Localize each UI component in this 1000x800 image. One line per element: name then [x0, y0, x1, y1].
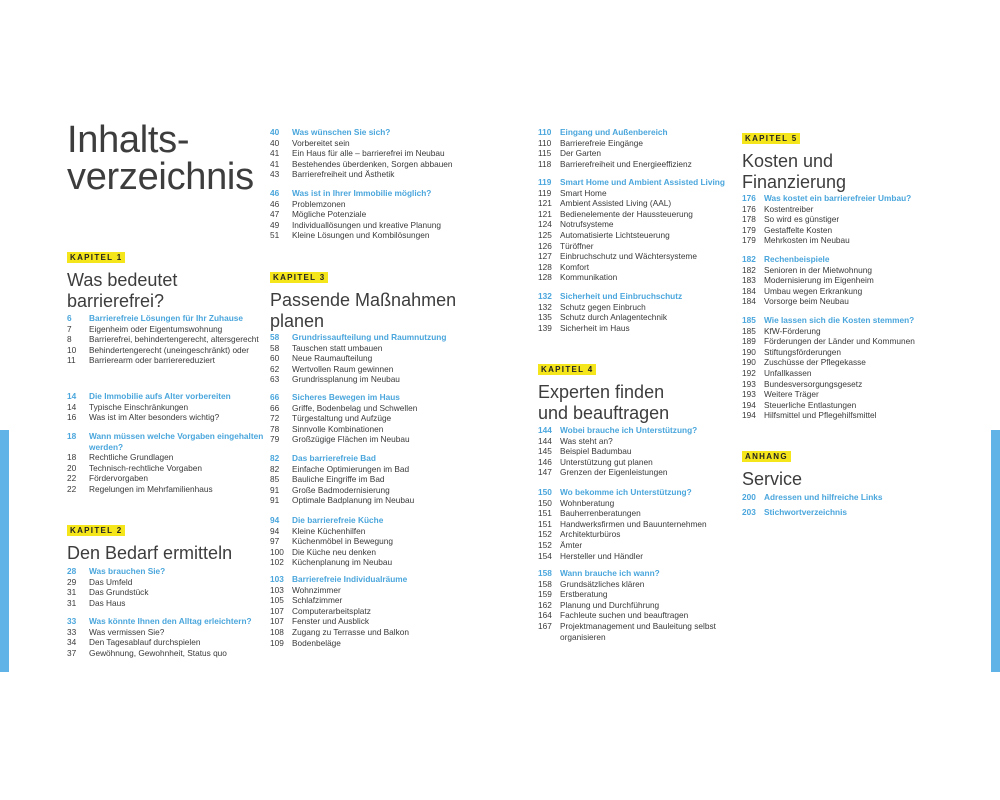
toc-entry[interactable]: 14 Typische Einschränkungen [67, 401, 189, 412]
chapter-title: Service [742, 469, 803, 489]
toc-section-heading[interactable]: 144 Wobei brauche ich Unterstützung? [538, 425, 698, 435]
toc-entry[interactable]: 22 Fördervorgaben [67, 473, 149, 484]
toc-section-heading[interactable]: 176 Was kostet ein barrierefreier Umbau? [742, 193, 912, 203]
toc-section-heading[interactable]: 14 Die Immobilie aufs Alter vorbereiten [67, 391, 231, 401]
toc-entry[interactable]: 139 Sicherheit im Haus [538, 322, 630, 333]
toc-entry[interactable]: 162 Planung und Durchführung [538, 599, 660, 610]
toc-entry[interactable]: 107 Fenster und Ausblick [270, 616, 370, 627]
toc-entry[interactable]: 167 Projektmanagement und Bauleitung selbst organisieren [538, 620, 716, 642]
toc-entry[interactable]: 62 Wertvollen Raum gewinnen [270, 363, 394, 374]
toc-section [742, 315, 962, 421]
toc-entry[interactable]: 82 Einfache Optimierungen im Bad [270, 463, 410, 474]
toc-entry[interactable]: 91 Optimale Badplanung im Neubau [270, 495, 415, 506]
toc-entry[interactable]: 189 Förderungen der Länder und Kommunen [742, 336, 915, 347]
toc-entry[interactable]: 100 Die Küche neu denken [270, 546, 376, 557]
toc-entry[interactable]: 31 Das Haus [67, 597, 126, 608]
toc-entry[interactable]: 40 Vorbereitet sein [270, 137, 350, 148]
toc-section [270, 515, 490, 568]
chapter-tag: KAPITEL 2 [67, 525, 125, 536]
toc-entry[interactable]: 128 Komfort [538, 261, 590, 272]
toc-section [742, 193, 962, 246]
toc-entry[interactable]: 49 Individuallösungen und kreative Planung [270, 219, 441, 230]
toc-section [538, 291, 758, 333]
toc-entry[interactable]: 178 So wird es günstiger [742, 214, 840, 225]
toc-entry[interactable]: 150 Wohnberatung [538, 497, 615, 508]
toc-section-heading[interactable]: 185 Wie lassen sich die Kosten stemmen? [742, 315, 915, 325]
toc-entry[interactable]: 193 Weitere Träger [742, 389, 819, 400]
chapter-title: Passende Maßnahmen planen [270, 290, 457, 331]
toc-entry[interactable]: 192 Unfallkassen [742, 367, 812, 378]
left-edge-accent [0, 430, 9, 672]
toc-entry[interactable]: 124 Notrufsysteme [538, 219, 614, 230]
page-title-line-1: Inhalts- [67, 119, 190, 161]
toc-entry[interactable]: 97 Küchenmöbel in Bewegung [270, 536, 394, 547]
chapter-title: Was bedeutet barrierefrei? [67, 270, 178, 311]
toc-entry[interactable]: 185 KfW-Förderung [742, 325, 821, 336]
anhang-header [742, 446, 962, 490]
chapter-tag: KAPITEL 4 [538, 364, 596, 375]
toc-section [67, 313, 287, 366]
toc-entry[interactable]: 46 Problemzonen [270, 198, 346, 209]
toc-entry[interactable]: 194 Steuerliche Entlastungen [742, 399, 857, 410]
toc-entry[interactable]: 154 Hersteller und Händler [538, 550, 644, 561]
chapter-title: Den Bedarf ermitteln [67, 543, 233, 563]
toc-entry[interactable]: 20 Technisch-rechtliche Vorgaben [67, 462, 202, 473]
toc-entry[interactable]: 66 Griffe, Bodenbelag und Schwellen [270, 402, 418, 413]
toc-entry[interactable]: 34 Den Tagesablauf durchspielen [67, 637, 201, 648]
toc-entry[interactable]: 31 Das Grundstück [67, 587, 149, 598]
chapter-title: Kosten und Finanzierung [742, 151, 847, 192]
toc-entry[interactable]: 176 Kostentreiber [742, 203, 814, 214]
toc-section [270, 188, 490, 241]
toc-entry[interactable]: 18 Rechtliche Grundlagen [67, 452, 174, 463]
toc-entry[interactable]: 145 Beispiel Badumbau [538, 446, 632, 457]
toc-entry[interactable]: 118 Barrierefreiheit und Energieeffizienz [538, 158, 692, 169]
toc-entry[interactable]: 184 Vorsorge beim Neubau [742, 296, 849, 307]
toc-entry[interactable]: 63 Grundrissplanung im Neubau [270, 374, 400, 385]
toc-entry[interactable]: 33 Was vermissen Sie? [67, 626, 165, 637]
toc-section [538, 568, 758, 642]
toc-entry[interactable]: 151 Bauherrenberatungen [538, 508, 641, 519]
toc-entry[interactable]: 41 Bestehendes überdenken, Sorgen abbauen [270, 158, 453, 169]
toc-entry[interactable]: 22 Regelungen im Mehrfamilienhaus [67, 483, 213, 494]
toc-section-heading[interactable]: 119 Smart Home und Ambient Assisted Living [538, 177, 725, 187]
chapter-1-header [67, 247, 287, 312]
toc-entry[interactable]: 79 Großzügige Flächen im Neubau [270, 434, 410, 445]
toc-entry[interactable]: 108 Zugang zu Terrasse und Balkon [270, 626, 409, 637]
toc-entry[interactable]: 37 Gewöhnung, Gewohnheit, Status quo [67, 647, 227, 658]
chapter-title: Experten finden und beauftragen [538, 382, 670, 423]
toc-entry[interactable]: 94 Kleine Küchenhilfen [270, 525, 366, 536]
toc-section-heading[interactable]: 110 Eingang und Außenbereich [538, 127, 668, 137]
toc-entry[interactable]: 121 Ambient Assisted Living (AAL) [538, 198, 672, 209]
toc-entry[interactable]: 151 Handwerksfirmen und Bauunternehmen [538, 518, 707, 529]
toc-entry[interactable]: 29 Das Umfeld [67, 576, 133, 587]
toc-section [67, 431, 287, 495]
toc-entry[interactable]: 194 Hilfsmittel und Pflegehilfsmittel [742, 410, 877, 421]
page-title-line-2: verzeichnis [67, 156, 254, 198]
toc-section [538, 127, 758, 169]
toc-section-heading[interactable]: 82 Das barrierefreie Bad [270, 453, 376, 463]
toc-entry[interactable]: 72 Türgestaltung und Aufzüge [270, 413, 392, 424]
toc-section-heading[interactable]: 182 Rechenbeispiele [742, 254, 830, 264]
toc-section [270, 453, 490, 506]
toc-entry[interactable]: 193 Bundesversorgungsgesetz [742, 378, 863, 389]
chapter-tag: KAPITEL 3 [270, 272, 328, 283]
toc-section [270, 332, 490, 385]
chapter-2-header [67, 520, 287, 564]
toc-entry[interactable]: 159 Erstberatung [538, 589, 608, 600]
toc-section [270, 574, 490, 648]
toc-section [270, 392, 490, 445]
chapter-5-header [742, 128, 962, 193]
toc-entry[interactable]: 147 Grenzen der Eigenleistungen [538, 467, 668, 478]
toc-section [67, 391, 287, 423]
toc-entry[interactable]: 164 Fachleute suchen und beauftragen [538, 610, 689, 621]
toc-entry[interactable]: 152 Ämter [538, 539, 583, 550]
toc-entry[interactable]: 135 Schutz durch Anlagentechnik [538, 312, 668, 323]
toc-section [742, 254, 962, 307]
toc-entry[interactable]: 179 Gestaffelte Kosten [742, 224, 833, 235]
toc-section [538, 177, 758, 283]
toc-entry[interactable]: 91 Große Badmodernisierung [270, 484, 390, 495]
toc-section-heading[interactable]: 158 Wann brauche ich wann? [538, 568, 660, 578]
toc-entry[interactable]: 105 Schlafzimmer [270, 595, 343, 606]
toc-entry[interactable]: 127 Einbruchschutz und Wächtersysteme [538, 251, 697, 262]
toc-section-heading[interactable]: 33 Was könnte Ihnen den Alltag erleichtern? [67, 616, 252, 626]
toc-entry[interactable]: 152 Architekturbüros [538, 529, 621, 540]
toc-section-heading[interactable]: 94 Die barrierefreie Küche [270, 515, 384, 525]
toc-section [67, 616, 287, 658]
toc-section-heading[interactable]: 18 Wann müssen welche Vorgaben eingehalten werden? [67, 431, 264, 452]
toc-entry[interactable]: 103 Wohnzimmer [270, 584, 341, 595]
toc-section [538, 487, 758, 561]
toc-entry[interactable]: 182 Senioren in der Mietwohnung [742, 264, 872, 275]
toc-entry[interactable]: 41 Ein Haus für alle – barrierefrei im Neubau [270, 148, 445, 159]
toc-entry[interactable]: 158 Grundsätzliches klären [538, 578, 645, 589]
toc-entry[interactable]: 16 Was ist im Alter besonders wichtig? [67, 412, 220, 423]
chapter-3-header [270, 267, 490, 332]
toc-section-heading[interactable]: 6 Barrierefreie Lösungen für Ihr Zuhause [67, 313, 243, 323]
toc-section [538, 425, 758, 478]
toc-entry[interactable]: 146 Unterstützung gut planen [538, 456, 653, 467]
toc-section-heading[interactable]: 150 Wo bekomme ich Unterstützung? [538, 487, 692, 497]
toc-entry[interactable]: 183 Modernisierung im Eigenheim [742, 275, 874, 286]
toc-section-heading[interactable]: 103 Barrierefreie Individualräume [270, 574, 408, 584]
toc-entry[interactable]: 128 Kommunikation [538, 272, 618, 283]
toc-entry[interactable]: 190 Zuschüsse der Pflegekasse [742, 357, 866, 368]
toc-entry[interactable]: 121 Bedienelemente der Haussteuerung [538, 208, 693, 219]
toc-entry[interactable]: 78 Sinnvolle Kombinationen [270, 423, 384, 434]
chapter-tag: KAPITEL 1 [67, 252, 125, 263]
toc-section-heading[interactable]: 28 Was brauchen Sie? [67, 566, 166, 576]
right-edge-accent [991, 430, 1000, 672]
anhang-entries [742, 492, 962, 517]
toc-section-heading[interactable]: 132 Sicherheit und Einbruchschutz [538, 291, 683, 301]
toc-entry[interactable]: 115 Der Garten [538, 148, 602, 159]
toc-entry[interactable]: 8 Barrierefrei, behindertengerecht, altersgerecht [67, 334, 259, 345]
toc-entry[interactable]: 102 Küchenplanung im Neubau [270, 557, 393, 568]
toc-entry[interactable]: 190 Stiftungsförderungen [742, 346, 842, 357]
toc-entry[interactable]: 126 Türöffner [538, 240, 594, 251]
toc-entry[interactable]: 203 Stichwortverzeichnis [742, 506, 847, 517]
toc-entry[interactable]: 43 Barrierefreiheit und Ästhetik [270, 169, 395, 180]
toc-entry[interactable]: 110 Barrierefreie Eingänge [538, 137, 644, 148]
toc-entry[interactable]: 51 Kleine Lösungen und Kombilösungen [270, 230, 430, 241]
chapter-tag: ANHANG [742, 451, 791, 462]
toc-entry[interactable]: 11 Barrierearm oder barrierereduziert [67, 355, 215, 366]
toc-entry[interactable]: 58 Tauschen statt umbauen [270, 342, 383, 353]
toc-entry[interactable]: 132 Schutz gegen Einbruch [538, 301, 646, 312]
toc-entry[interactable]: 179 Mehrkosten im Neubau [742, 235, 850, 246]
toc-entry[interactable]: 125 Automatisierte Lichtsteuerung [538, 229, 670, 240]
toc-entry[interactable]: 7 Eigenheim oder Eigentumswohnung [67, 323, 223, 334]
toc-section [270, 127, 490, 180]
toc-entry[interactable]: 85 Bauliche Eingriffe im Bad [270, 474, 385, 485]
toc-entry[interactable]: 60 Neue Raumaufteilung [270, 353, 373, 364]
chapter-tag: KAPITEL 5 [742, 133, 800, 144]
toc-entry[interactable]: 10 Behindertengerecht (uneingeschränkt) oder [67, 344, 250, 355]
toc-section [67, 566, 287, 608]
toc-entry[interactable]: 144 Was steht an? [538, 435, 613, 446]
toc-entry[interactable]: 109 Bodenbeläge [270, 637, 341, 648]
toc-entry[interactable]: 200 Adressen und hilfreiche Links [742, 492, 883, 502]
toc-entry[interactable]: 47 Mögliche Potenziale [270, 209, 367, 220]
toc-section-heading[interactable]: 46 Was ist in Ihrer Immobilie möglich? [270, 188, 432, 198]
toc-section-heading[interactable]: 66 Sicheres Bewegen im Haus [270, 392, 400, 402]
toc-entry[interactable]: 119 Smart Home [538, 187, 607, 198]
chapter-4-header [538, 359, 758, 424]
toc-entry[interactable]: 107 Computerarbeitsplatz [270, 605, 371, 616]
toc-section-heading[interactable]: 40 Was wünschen Sie sich? [270, 127, 391, 137]
toc-section-heading[interactable]: 58 Grundrissaufteilung und Raumnutzung [270, 332, 447, 342]
toc-entry[interactable]: 184 Umbau wegen Erkrankung [742, 285, 863, 296]
